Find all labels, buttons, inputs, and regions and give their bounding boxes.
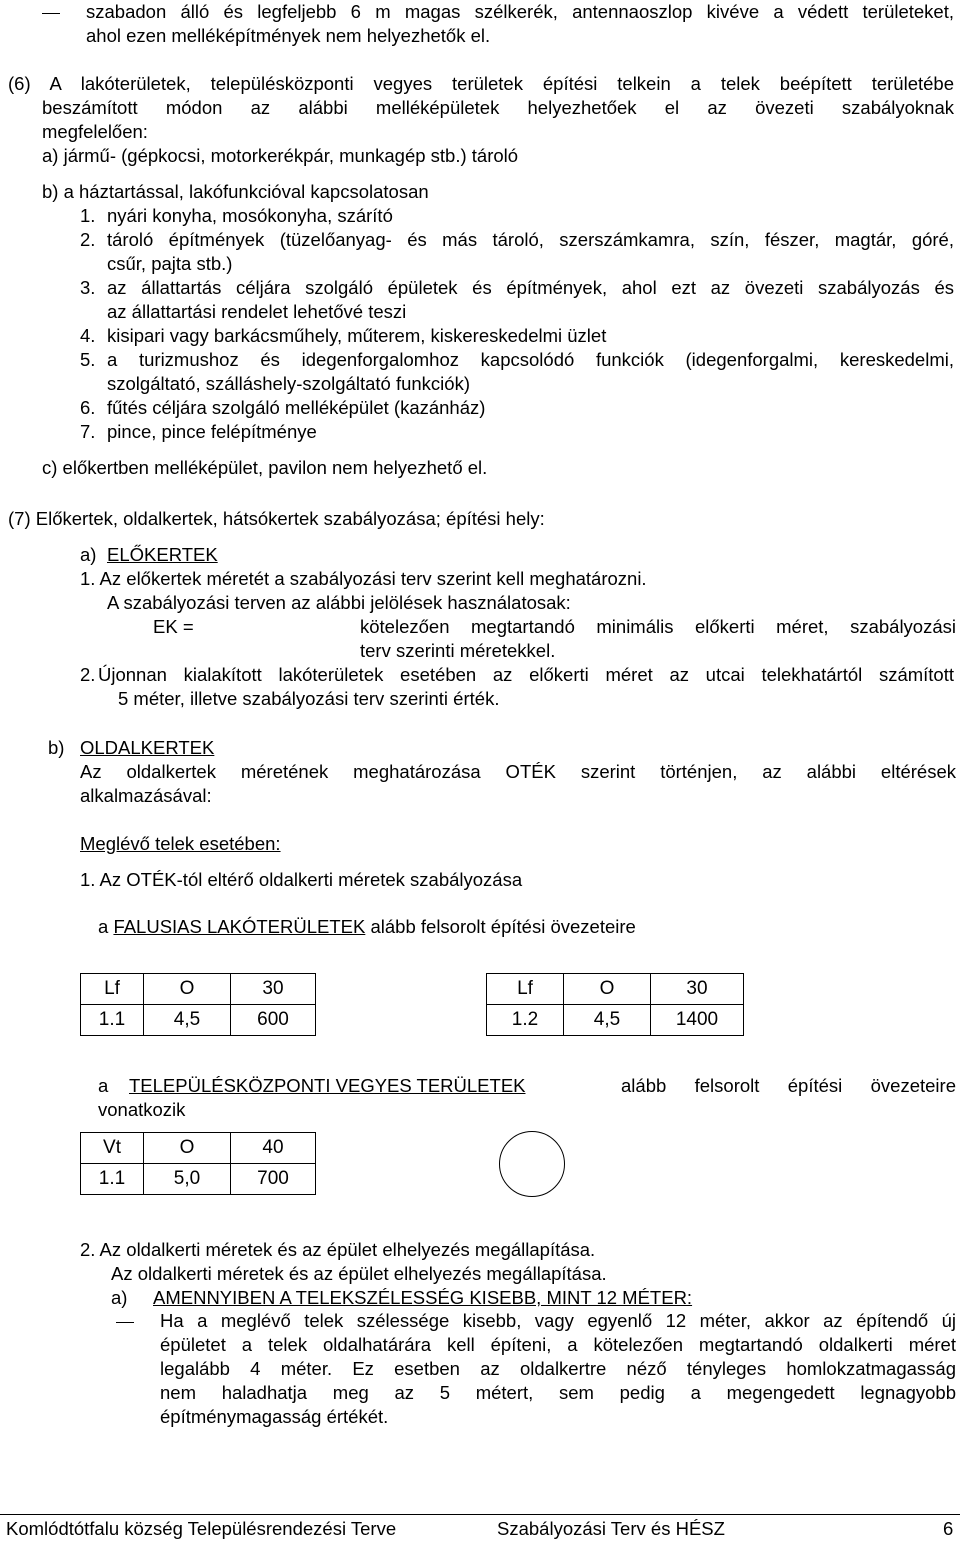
table-cell: 1.1 <box>81 1005 144 1036</box>
table-cell: Vt <box>81 1133 144 1164</box>
footer-subtitle: Szabályozási Terv és HÉSZ <box>497 1518 725 1539</box>
item-a: a) jármű- (gépkocsi, motorkerékpár, munkagép stb.) tároló <box>42 145 519 166</box>
list-item: az állattartási rendelet lehetővé teszi <box>107 301 407 322</box>
list-number: 2. <box>80 229 96 250</box>
section-prefix: a) <box>111 1287 128 1308</box>
text-line: 1. Az előkertek méretét a szabályozási terv szerint kell meghatározni. <box>80 568 647 589</box>
table-cell: 600 <box>231 1005 316 1036</box>
ek-label: EK = <box>153 616 194 637</box>
section-prefix: a) <box>80 544 97 565</box>
table-cell: 1.2 <box>487 1005 564 1036</box>
table-cell: 5,0 <box>144 1164 231 1195</box>
table-cell: 1400 <box>651 1005 744 1036</box>
list-number: 5. <box>80 349 96 370</box>
zone-table-lf-1-2 <box>486 973 744 1036</box>
zone-table-vt-1-1 <box>80 1132 316 1195</box>
subheading-meglevo: Meglévő telek esetében: <box>80 833 281 854</box>
list-item: a turizmushoz és idegenforgalomhoz kapcsolódó funkciók (idegenforgalmi, kereskedelmi, <box>107 349 954 370</box>
text-line: alább felsorolt építési övezeteire <box>621 1075 956 1096</box>
table-cell: 1.1 <box>81 1164 144 1195</box>
text-line: ahol ezen melléképítmények nem helyezhetők el. <box>86 25 491 46</box>
section-prefix: a <box>98 1075 109 1096</box>
section-title-elokertek: ELŐKERTEK <box>107 544 218 565</box>
text-line: Ha a meglévő telek szélessége kisebb, vagy egyenlő 12 méter, akkor az építendő új <box>160 1310 956 1331</box>
footer-title: Komlódtótfalu község Településrendezési Terve <box>6 1518 397 1539</box>
list-item: kisipari vagy barkácsműhely, műterem, kiskereskedelmi üzlet <box>107 325 607 346</box>
table-cell: Lf <box>81 974 144 1005</box>
table-cell: O <box>144 974 231 1005</box>
list-number: 7. <box>80 421 96 442</box>
list-item: szolgáltató, szálláshely-szolgáltató funkciók) <box>107 373 470 394</box>
item-b: b) a háztartással, lakófunkcióval kapcsolatosan <box>42 181 429 202</box>
text-line: Az oldalkertek méretének meghatározása OTÉK szerint történjen, az alábbi eltérések <box>80 761 956 782</box>
text-line: legalább 4 méter. Ez esetben az oldalkertre néző tényleges homlokzatmagasság <box>160 1358 956 1379</box>
table-cell: 4,5 <box>564 1005 651 1036</box>
dash-bullet <box>116 1322 134 1323</box>
item-c: c) előkertben melléképület, pavilon nem helyezhető el. <box>42 457 488 478</box>
section-title-oldalkertek: OLDALKERTEK <box>80 737 215 758</box>
table-cell: 4,5 <box>144 1005 231 1036</box>
paragraph-6-line: beszámított módon az alábbi melléképületek helyezhetőek el az övezeti szabályoknak <box>42 97 954 118</box>
placeholder-circle <box>499 1131 565 1197</box>
table-cell: 30 <box>651 974 744 1005</box>
list-number: 1. <box>80 205 96 226</box>
text-line: A szabályozási terven az alábbi jelölések használatosak: <box>107 592 571 613</box>
list-number: 4. <box>80 325 96 346</box>
list-item: fűtés céljára szolgáló melléképület (kazánház) <box>107 397 486 418</box>
text-line: építménymagasság értékét. <box>160 1406 389 1427</box>
text-line: alkalmazásával: <box>80 785 212 806</box>
table-cell: 40 <box>231 1133 316 1164</box>
page-number: 6 <box>943 1518 954 1539</box>
text-line: 2. Az oldalkerti méretek és az épület elhelyezés megállapítása. <box>80 1239 596 1260</box>
list-item: nyári konyha, mosókonyha, szárító <box>107 205 393 226</box>
paragraph-6-line: (6) A lakóterületek, településközponti vegyes területek építési telkein a telek beépített területébe <box>8 73 954 94</box>
text-line: vonatkozik <box>98 1099 186 1120</box>
text-underlined: TELEPÜLÉSKÖZPONTI VEGYES TERÜLETEK <box>129 1075 526 1096</box>
ek-text: terv szerinti méretekkel. <box>360 640 556 661</box>
table-cell: 30 <box>231 974 316 1005</box>
text-line: épületet a telek oldalhatárára kell építeni, a kötelezően megtartandó oldalkerti méret <box>160 1334 956 1355</box>
list-number: 2. <box>80 664 96 685</box>
list-number: 3. <box>80 277 96 298</box>
text-line: a FALUSIAS LAKÓTERÜLETEK alább felsorolt építési övezeteire <box>98 916 636 937</box>
table-cell: Lf <box>487 974 564 1005</box>
list-item: az állattartás céljára szolgáló épületek és építmények, ahol ezt az övezeti szabályozás és <box>107 277 954 298</box>
footer-divider <box>0 1514 960 1515</box>
text-line: Újonnan kialakított lakóterületek esetében az előkerti méret az utcai telekhatártól számított <box>98 664 954 685</box>
table-cell: O <box>144 1133 231 1164</box>
list-item: csűr, pajta stb.) <box>107 253 233 274</box>
ek-text: kötelezően megtartandó minimális előkerti méret, szabályozási <box>360 616 956 637</box>
table-cell: O <box>564 974 651 1005</box>
paragraph-6-line: megfelelően: <box>42 121 148 142</box>
list-item: tároló építmények (tüzelőanyag- és más tároló, szerszámkamra, szín, fészer, magtár, góré, <box>107 229 954 250</box>
table-cell: 700 <box>231 1164 316 1195</box>
dash-bullet <box>42 13 60 14</box>
section-title-telekszelesseg: AMENNYIBEN A TELEKSZÉLESSÉG KISEBB, MINT 12 MÉTER: <box>153 1287 693 1308</box>
text-line: nem haladhatja meg az 5 métert, sem pedig a megengedett legnagyobb <box>160 1382 956 1403</box>
list-number: 6. <box>80 397 96 418</box>
text-line: 1. Az OTÉK-tól eltérő oldalkerti méretek szabályozása <box>80 869 523 890</box>
text-line: 5 méter, illetve szabályozási terv szerinti érték. <box>118 688 500 709</box>
zone-table-lf-1-1 <box>80 973 316 1036</box>
text-line: szabadon álló és legfeljebb 6 m magas szélkerék, antennaoszlop kivéve a védett területeket, <box>86 1 954 22</box>
list-item: pince, pince felépítménye <box>107 421 317 442</box>
paragraph-7-title: (7) Előkertek, oldalkertek, hátsókertek szabályozása; építési hely: <box>8 508 545 529</box>
text-line: Az oldalkerti méretek és az épület elhelyezés megállapítása. <box>111 1263 607 1284</box>
section-prefix: b) <box>48 737 65 758</box>
